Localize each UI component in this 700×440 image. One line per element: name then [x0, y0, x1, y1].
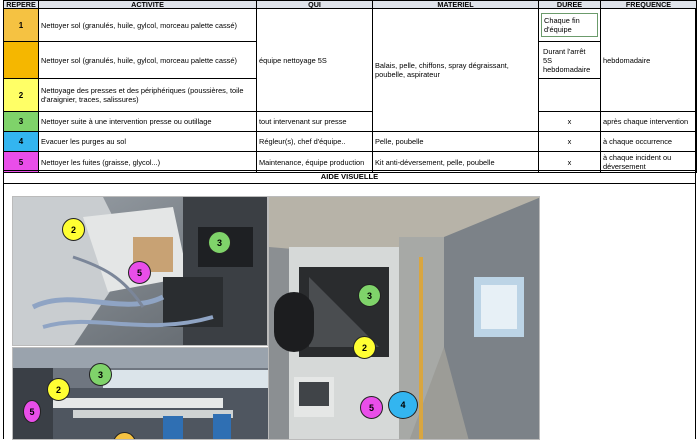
repere-cell-3: 3: [4, 112, 39, 132]
qui-cell-merged: équipe nettoyage 5S: [257, 9, 373, 112]
photo-press-closeup: [12, 196, 268, 346]
header-activite: ACTIVITE: [39, 1, 257, 9]
marker-badge: 5: [23, 400, 41, 423]
marker-badge: 2: [62, 218, 85, 241]
repere-cell-4: 4: [4, 132, 39, 152]
repere-cell-1: 1: [4, 9, 39, 42]
photo-factory-aisle: [268, 196, 540, 440]
marker-badge: 3: [358, 284, 381, 307]
table-row: [4, 9, 697, 42]
activite-cell: Nettoyer sol (granulés, huile, gylcol, morceau palette cassé): [39, 9, 257, 42]
aide-visuelle-heading: AIDE VISUELLE: [3, 170, 696, 184]
marker-badge: 2: [47, 378, 70, 401]
activite-cell: Evacuer les purges au sol: [39, 132, 257, 152]
duree-value: Chaque fin d'équipe: [541, 13, 598, 37]
frequence-cell: à chaque incident ou déversement: [601, 152, 697, 173]
table-row: [4, 132, 697, 152]
duree-value: Durant l'arrêt 5S hebdomadaire: [543, 46, 591, 74]
materiel-cell-merged: Balais, pelle, chiffons, spray dégraissant, poubelle, aspirateur: [373, 9, 539, 132]
cleaning-plan-table: [3, 0, 697, 173]
header-row: [4, 1, 697, 9]
header-duree: DUREE: [539, 1, 601, 9]
duree-cell: x: [539, 112, 601, 132]
frequence-cell: après chaque intervention: [601, 112, 697, 132]
duree-cell: x: [539, 132, 601, 152]
activite-cell: Nettoyer sol (granulés, huile, gylcol, morceau palette cassé): [39, 42, 257, 79]
duree-cell: [539, 79, 601, 112]
qui-cell: Maintenance, équipe production: [257, 152, 373, 173]
activite-cell: Nettoyage des presses et des périphériques (poussières, toile d'araignier, traces, salissures): [39, 79, 257, 112]
frequence-cell: à chaque occurrence: [601, 132, 697, 152]
materiel-cell: Pelle, poubelle: [373, 132, 539, 152]
activite-cell: Nettoyer suite à une intervention presse ou outillage: [39, 112, 257, 132]
materiel-cell: Kit anti-déversement, pelle, poubelle: [373, 152, 539, 173]
marker-badge: 2: [353, 336, 376, 359]
qui-cell: tout intervenant sur presse: [257, 112, 373, 132]
marker-badge: 5: [128, 261, 151, 284]
activite-cell: Nettoyer les fuites (graisse, glycol...): [39, 152, 257, 173]
repere-cell-5: 5: [4, 152, 39, 173]
header-qui: QUI: [257, 1, 373, 9]
header-materiel: MATERIEL: [373, 1, 539, 9]
duree-cell: x: [539, 152, 601, 173]
marker-badge: 3: [208, 231, 231, 254]
frequence-cell-merged: hebdomadaire: [601, 9, 697, 112]
duree-cell: [539, 42, 601, 79]
table-row: [4, 112, 697, 132]
header-frequence: FREQUENCE: [601, 1, 697, 9]
photo-conveyor-line: [12, 347, 273, 440]
marker-badge: 5: [360, 396, 383, 419]
repere-cell-1b: [4, 42, 39, 79]
repere-cell-2: 2: [4, 79, 39, 112]
marker-badge: 3: [89, 363, 112, 386]
marker-badge: 4: [388, 391, 418, 419]
qui-cell: Régleur(s), chef d'équipe..: [257, 132, 373, 152]
duree-cell: [539, 9, 601, 42]
header-repere: REPERE: [4, 1, 39, 9]
